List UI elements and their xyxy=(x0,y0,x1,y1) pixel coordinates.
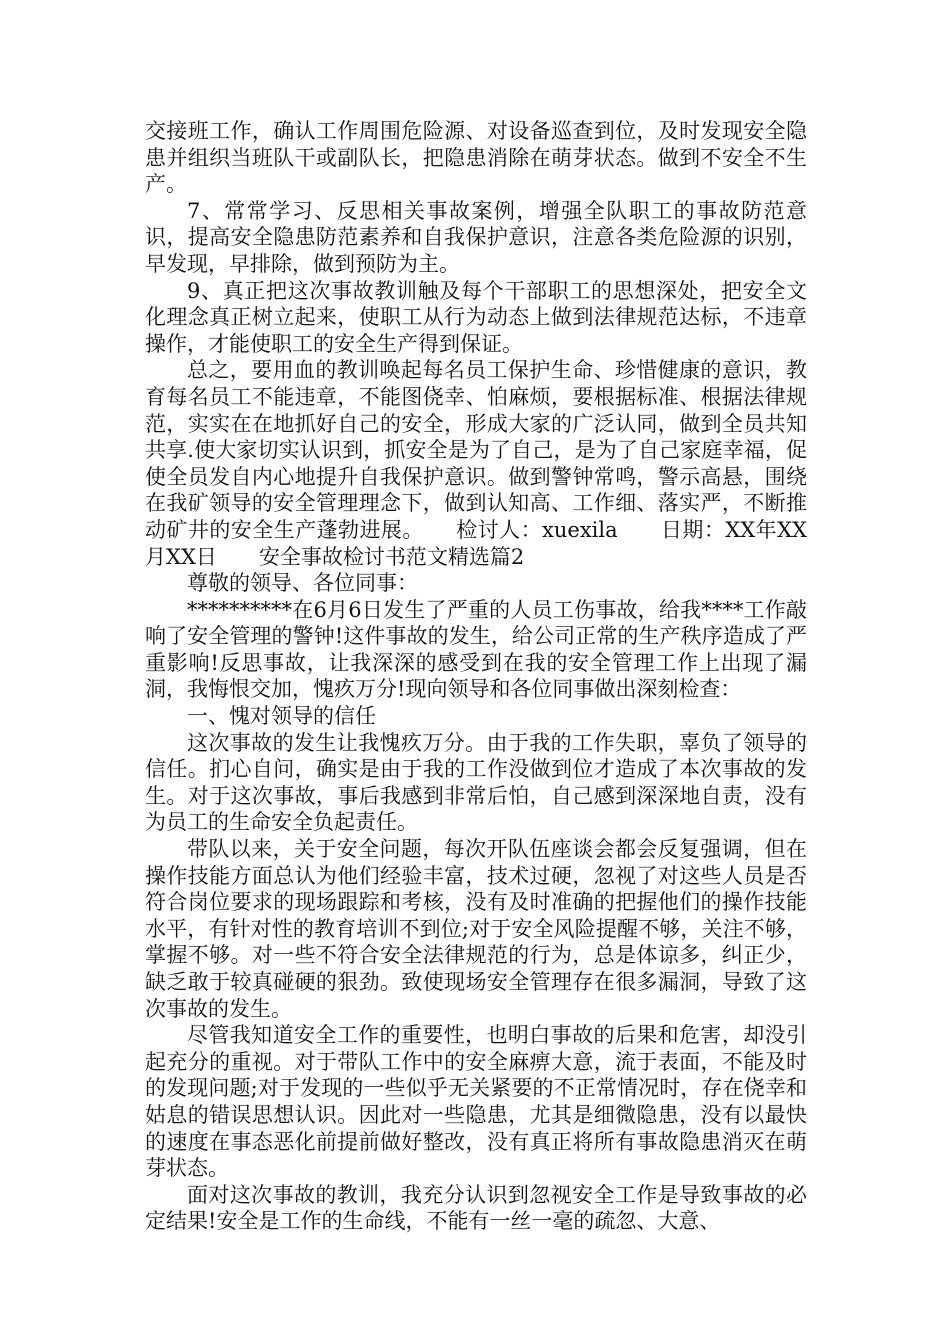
paragraph-team-lead: 带队以来，关于安全问题，每次开队伍座谈会都会反复强调，但在操作技能方面总认为他们经验丰富，技术过硬，忽视了对这些人员是否符合岗位要求的现场跟踪和考核，没有及时准确的把握他们的操作技能水平，有针对性的教育培训不到位;对于安全风险提醒不够，关注不够，掌握不够。对一些不符合安全法律规范的行为，总是体谅多，纠正少，缺乏敢于较真碰硬的狠劲。致使现场安全管理存在很多漏洞，导致了这次事故的发生。 xyxy=(145,837,807,1021)
paragraph-lesson: 面对这次事故的教训，我充分认识到忽视安全工作是导致事故的必定结果!安全是工作的生命线，不能有一丝一毫的疏忽、大意、 xyxy=(145,1182,807,1234)
paragraph-conclusion: 总之，要用血的教训唤起每名员工保护生命、珍惜健康的意识，教育每名员工不能违章，不能图侥幸、怕麻烦，要根据标准、根据法律规范，实实在在地抓好自己的安全，形成大家的广泛认同，做到全员共知共享.使大家切实认识到，抓安全是为了自己，是为了自己家庭幸福，促使全员发自内心地提升自我保护意识。做到警钟常鸣，警示高悬，围绕在我矿领导的安全管理理念下，做到认知高、工作细、落实严，不断推动矿井的安全生产蓬勃进展。 检讨人：xuexila 日期：XX年XX月XX日 安全事故检讨书范文精选篇2 xyxy=(145,358,807,569)
salutation: 尊敬的领导、各位同事： xyxy=(187,571,418,596)
paragraph-item-7: 7、常常学习、反思相关事故案例，增强全队职工的事故防范意识，提高安全隐患防范素养和自我保护意识，注意各类危险源的识别，早发现，早排除，做到预防为主。 xyxy=(145,198,807,276)
paragraph-item-9: 9、真正把这次事故教训触及每个干部职工的思想深处，把安全文化理念真正树立起来，使职工从行为动态上做到法律规范达标，不违章操作，才能使职工的安全生产得到保证。 xyxy=(145,278,807,356)
document-body xyxy=(145,118,807,1235)
section-heading: 一、愧对领导的信任 xyxy=(187,704,376,729)
paragraph-shift-handover: 交接班工作，确认工作周围危险源、对设备巡查到位，及时发现安全隐患并组织当班队干或副队长，把隐患消除在萌芽状态。做到不安全不生产。 xyxy=(145,119,807,197)
paragraph-incident-intro: **********在6月6日发生了严重的人员工伤事故，给我****工作敲响了安全管理的警钟!这件事故的发生，给公司正常的生产秩序造成了严重影响!反思事故，让我深深的感受到在我的安全管理工作上出现了漏洞，我悔恨交加，愧疚万分!现向领导和各位同事做出深刻检查： xyxy=(145,597,807,702)
paragraph-guilt: 这次事故的发生让我愧疚万分。由于我的工作失职，辜负了领导的信任。扪心自问，确实是由于我的工作没做到位才造成了本次事故的发生。对于这次事故，事后我感到非常后怕，自己感到深深地自责，没有为员工的生命安全负起责任。 xyxy=(145,730,807,835)
paragraph-awareness: 尽管我知道安全工作的重要性，也明白事故的后果和危害，却没引起充分的重视。对于带队工作中的安全麻痹大意，流于表面，不能及时的发现问题;对于发现的一些似乎无关紧要的不正常情况时，存在侥幸和姑息的错误思想认识。因此对一些隐患，尤其是细微隐患，没有以最快的速度在事态恶化前提前做好整改，没有真正将所有事故隐患消灭在萌芽状态。 xyxy=(145,1023,807,1181)
